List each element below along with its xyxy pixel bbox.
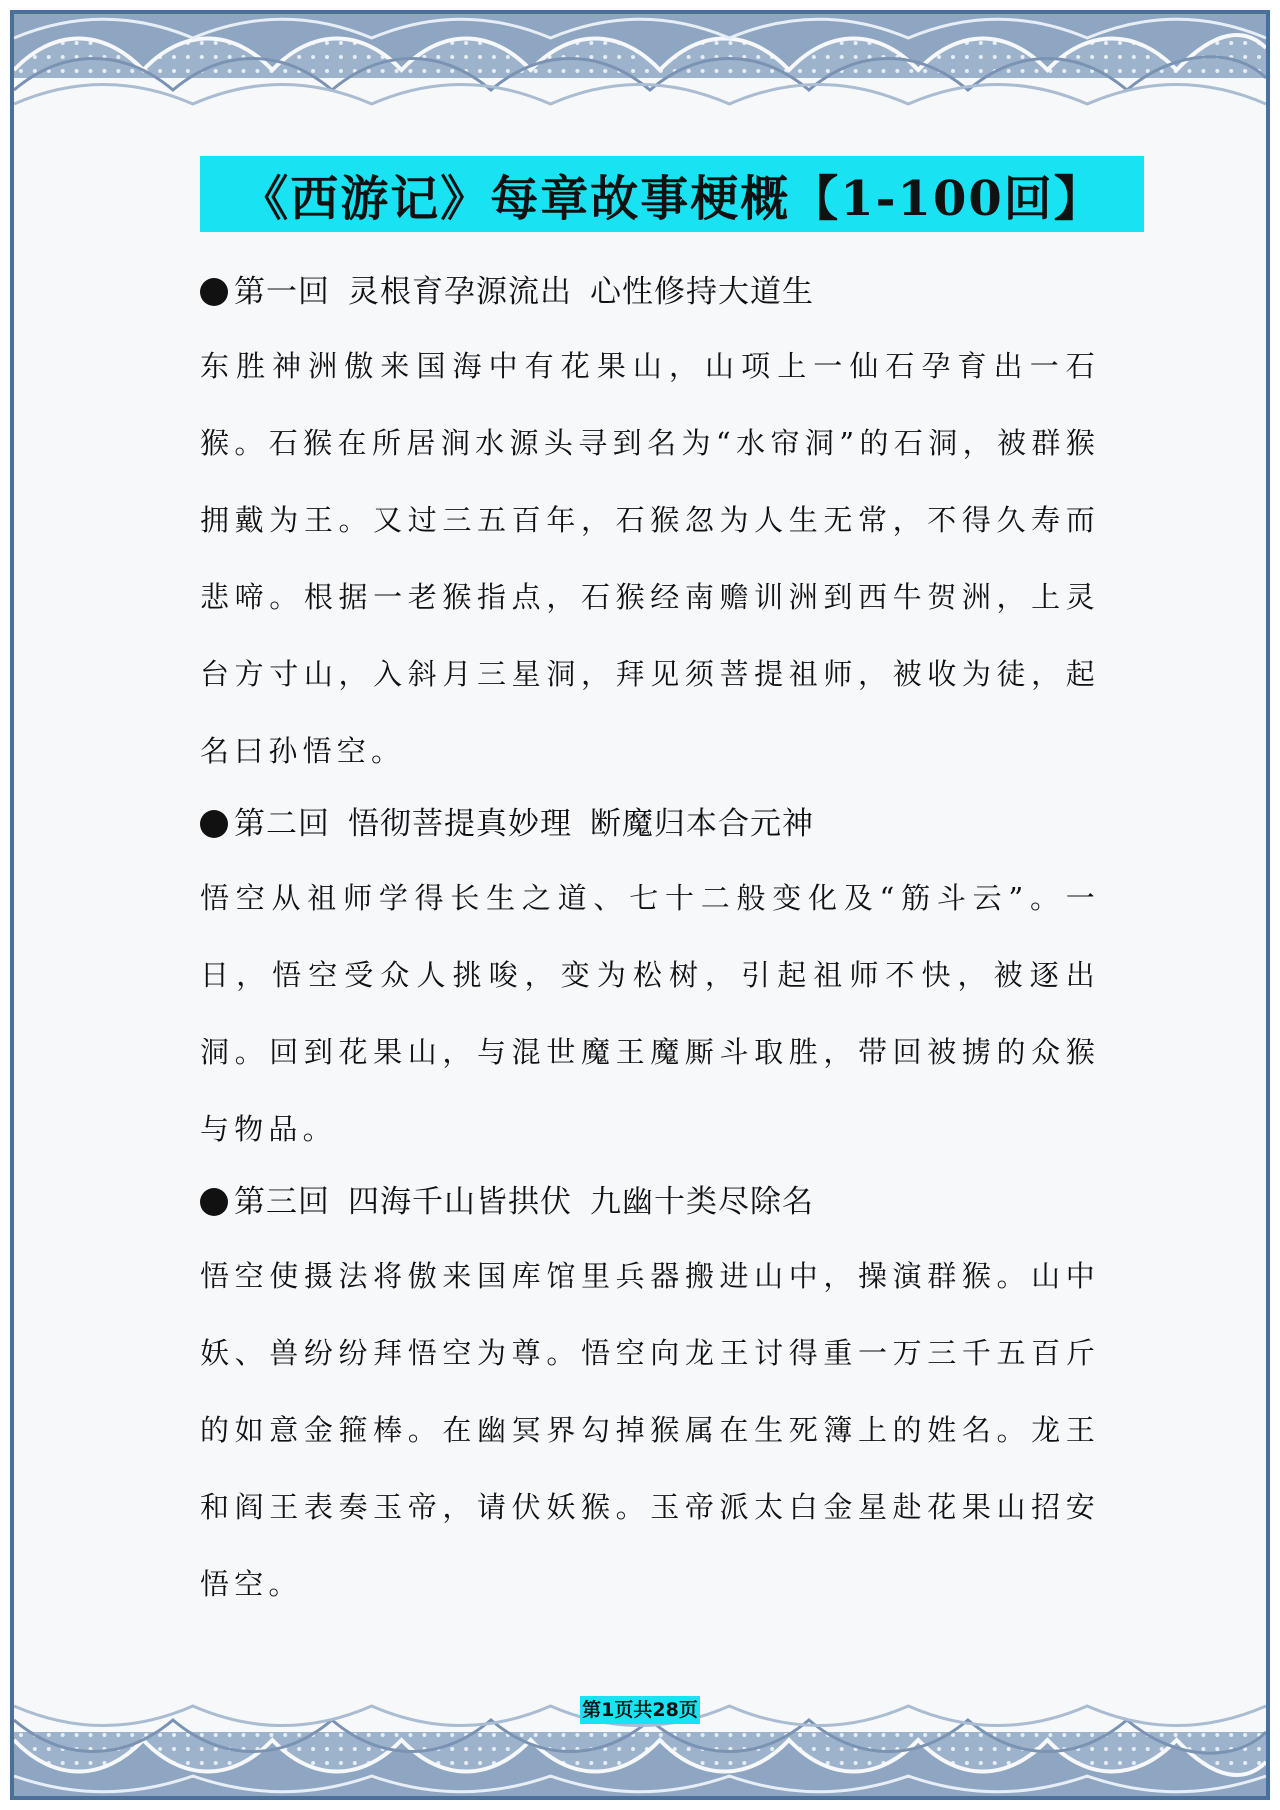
chapter-heading [200,272,1100,312]
chapter-summary: 悟空从祖师学得长生之道、七十二般变化及“筋斗云”。一日，悟空受众人挑唆，变为松树，引起祖师不快，被逐出洞。回到花果山，与混世魔王魔厮斗取胜，带回被掳的众猴与物品。 [200,881,1100,1146]
page-footer [14,1696,1266,1724]
chapter-number: 第一回 [234,274,330,310]
chapter-title-first: 四海千山皆拱伏 [348,1184,572,1220]
chapter-summary: 东胜神洲傲来国海中有花果山，山项上一仙石孕育出一石猴。石猴在所居涧水源头寻到名为“水帘洞”的石洞，被群猴拥戴为王。又过三五百年，石猴忽为人生无常，不得久寿而悲啼。根据一老猴指点，石猴经南赡训洲到西牛贺洲，上灵台方寸山，入斜月三星洞，拜见须菩提祖师，被收为徒，起名曰孙悟空。 [200,349,1100,768]
chapter-3 [200,1182,1100,1623]
chapter-number: 第二回 [234,806,330,842]
chapter-title-second: 断魔归本合元神 [590,806,814,842]
chapter-summary: 悟空使摄法将傲来国库馆里兵器搬进山中，操演群猴。山中妖、兽纷纷拜悟空为尊。悟空向龙王讨得重一万三千五百斤的如意金箍棒。在幽冥界勾掉猴属在生死簿上的姓名。龙王和阎王表奏玉帝，请伏妖猴。玉帝派太白金星赴花果山招安悟空。 [200,1259,1100,1601]
chapter-title-first: 悟彻菩提真妙理 [348,806,572,842]
chapter-title-second: 九幽十类尽除名 [590,1184,814,1220]
chapter-title-second: 心性修持大道生 [590,274,814,310]
document-title: 《西游记》每章故事梗概【1-100回】 [240,170,1104,227]
chapter-heading [200,1182,1100,1222]
chapter-title-first: 灵根育孕源流出 [348,274,572,310]
black-circle-bullet-icon [200,1188,228,1216]
bottom-wave-decoration [14,1672,1266,1800]
black-circle-bullet-icon [200,278,228,306]
title-banner [200,156,1144,232]
chapter-list [200,272,1100,1637]
top-wave-decoration [14,10,1266,138]
page-number-label: 第1页共28页 [580,1696,700,1724]
chapter-heading [200,804,1100,844]
chapter-1 [200,272,1100,790]
page [10,10,1270,1800]
chapter-number: 第三回 [234,1184,330,1220]
black-circle-bullet-icon [200,810,228,838]
chapter-2 [200,804,1100,1168]
